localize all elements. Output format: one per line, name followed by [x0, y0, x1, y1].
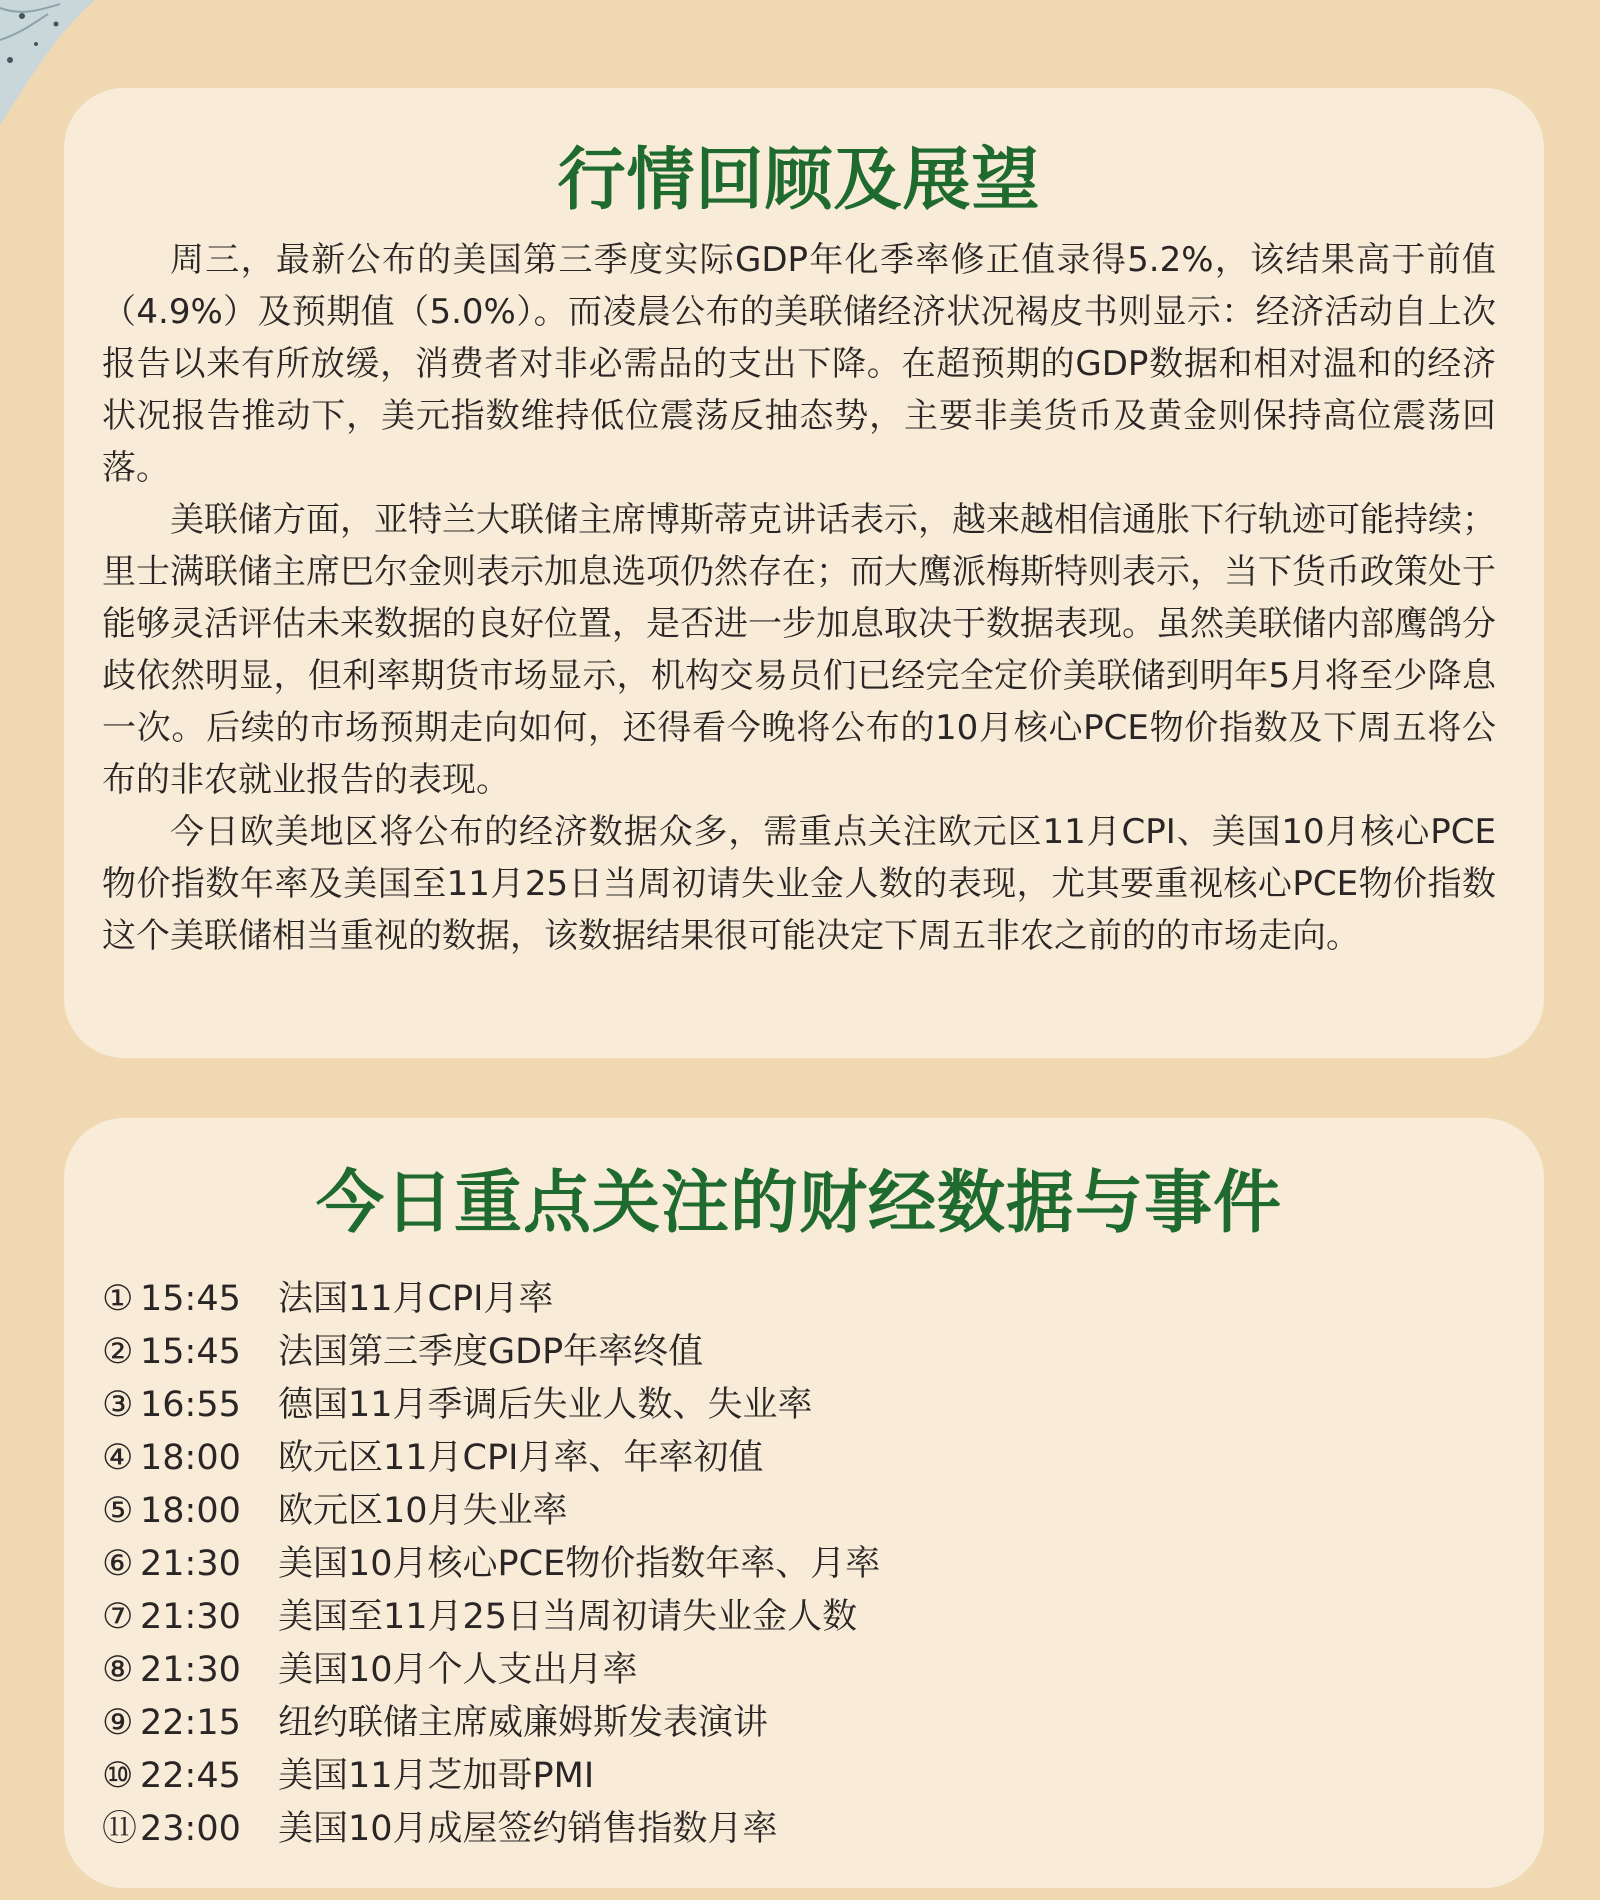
market-review-article: [102, 234, 1496, 962]
event-label: 德国11月季调后失业人数、失业率: [278, 1384, 813, 1425]
event-marker: ⑤: [102, 1490, 134, 1531]
event-item: [102, 1644, 1496, 1697]
event-item: [102, 1538, 1496, 1591]
event-item: [102, 1379, 1496, 1432]
event-marker: ⑧: [102, 1649, 134, 1690]
event-label: 美国11月芝加哥PMI: [278, 1755, 595, 1796]
event-time: 21:30: [140, 1649, 241, 1690]
event-label: 美国10月成屋签约销售指数月率: [278, 1808, 778, 1849]
event-marker: ①: [102, 1278, 134, 1319]
event-item: [102, 1326, 1496, 1379]
events-title: 今日重点关注的财经数据与事件: [315, 1164, 1282, 1243]
event-label: 美国至11月25日当周初请失业金人数: [278, 1596, 858, 1637]
event-time: 15:45: [140, 1331, 241, 1372]
event-item: [102, 1697, 1496, 1750]
market-review-title: 行情回顾及展望: [557, 141, 1041, 220]
event-marker: ③: [102, 1384, 134, 1425]
event-time: 21:30: [140, 1543, 241, 1584]
event-marker: ④: [102, 1437, 134, 1478]
event-marker: ⑪: [102, 1808, 138, 1849]
event-label: 美国10月核心PCE物价指数年率、月率: [278, 1543, 881, 1584]
events-card: [64, 1118, 1544, 1888]
event-time: 16:55: [140, 1384, 241, 1425]
event-item: [102, 1273, 1496, 1326]
event-label: 美国10月个人支出月率: [278, 1649, 638, 1690]
market-review-card: [64, 88, 1544, 1058]
event-time: 18:00: [140, 1437, 241, 1478]
event-label: 纽约联储主席威廉姆斯发表演讲: [278, 1702, 769, 1743]
event-marker: ⑨: [102, 1702, 134, 1743]
event-item: [102, 1485, 1496, 1538]
event-label: 欧元区10月失业率: [278, 1490, 568, 1531]
event-label: 法国第三季度GDP年率终值: [278, 1331, 704, 1372]
event-time: 23:00: [140, 1808, 241, 1849]
events-list: [102, 1273, 1496, 1856]
event-time: 22:45: [140, 1755, 241, 1796]
event-item: [102, 1803, 1496, 1856]
event-item: [102, 1591, 1496, 1644]
event-time: 21:30: [140, 1596, 241, 1637]
event-marker: ⑦: [102, 1596, 134, 1637]
event-marker: ⑩: [102, 1755, 134, 1796]
event-item: [102, 1432, 1496, 1485]
event-time: 18:00: [140, 1490, 241, 1531]
event-label: 法国11月CPI月率: [278, 1278, 554, 1319]
event-label: 欧元区11月CPI月率、年率初值: [278, 1437, 764, 1478]
event-marker: ②: [102, 1331, 134, 1372]
review-paragraph: 周三，最新公布的美国第三季度实际GDP年化季率修正值录得5.2%，该结果高于前值（4.9%）及预期值（5.0%）。而凌晨公布的美联储经济状况褐皮书则显示：经济活动自上次报告以来有所放缓，消费者对非必需品的支出下降。在超预期的GDP数据和相对温和的经济状况报告推动下，美元指数维持低位震荡反抽态势，主要非美货币及黄金则保持高位震荡回落。: [102, 239, 1496, 488]
review-paragraph: 今日欧美地区将公布的经济数据众多，需重点关注欧元区11月CPI、美国10月核心PCE物价指数年率及美国至11月25日当周初请失业金人数的表现，尤其要重视核心PCE物价指数这个美联储相当重视的数据，该数据结果很可能决定下周五非农之前的的市场走向。: [102, 811, 1496, 956]
event-time: 15:45: [140, 1278, 241, 1319]
event-marker: ⑥: [102, 1543, 134, 1584]
event-item: [102, 1750, 1496, 1803]
event-time: 22:15: [140, 1702, 241, 1743]
review-paragraph: 美联储方面，亚特兰大联储主席博斯蒂克讲话表示，越来越相信通胀下行轨迹可能持续；里士满联储主席巴尔金则表示加息选项仍然存在；而大鹰派梅斯特则表示，当下货币政策处于能够灵活评估未来数据的良好位置，是否进一步加息取决于数据表现。虽然美联储内部鹰鸽分歧依然明显，但利率期货市场显示，机构交易员们已经完全定价美联储到明年5月将至少降息一次。后续的市场预期走向如何，还得看今晚将公布的10月核心PCE物价指数及下周五将公布的非农就业报告的表现。: [102, 499, 1496, 800]
